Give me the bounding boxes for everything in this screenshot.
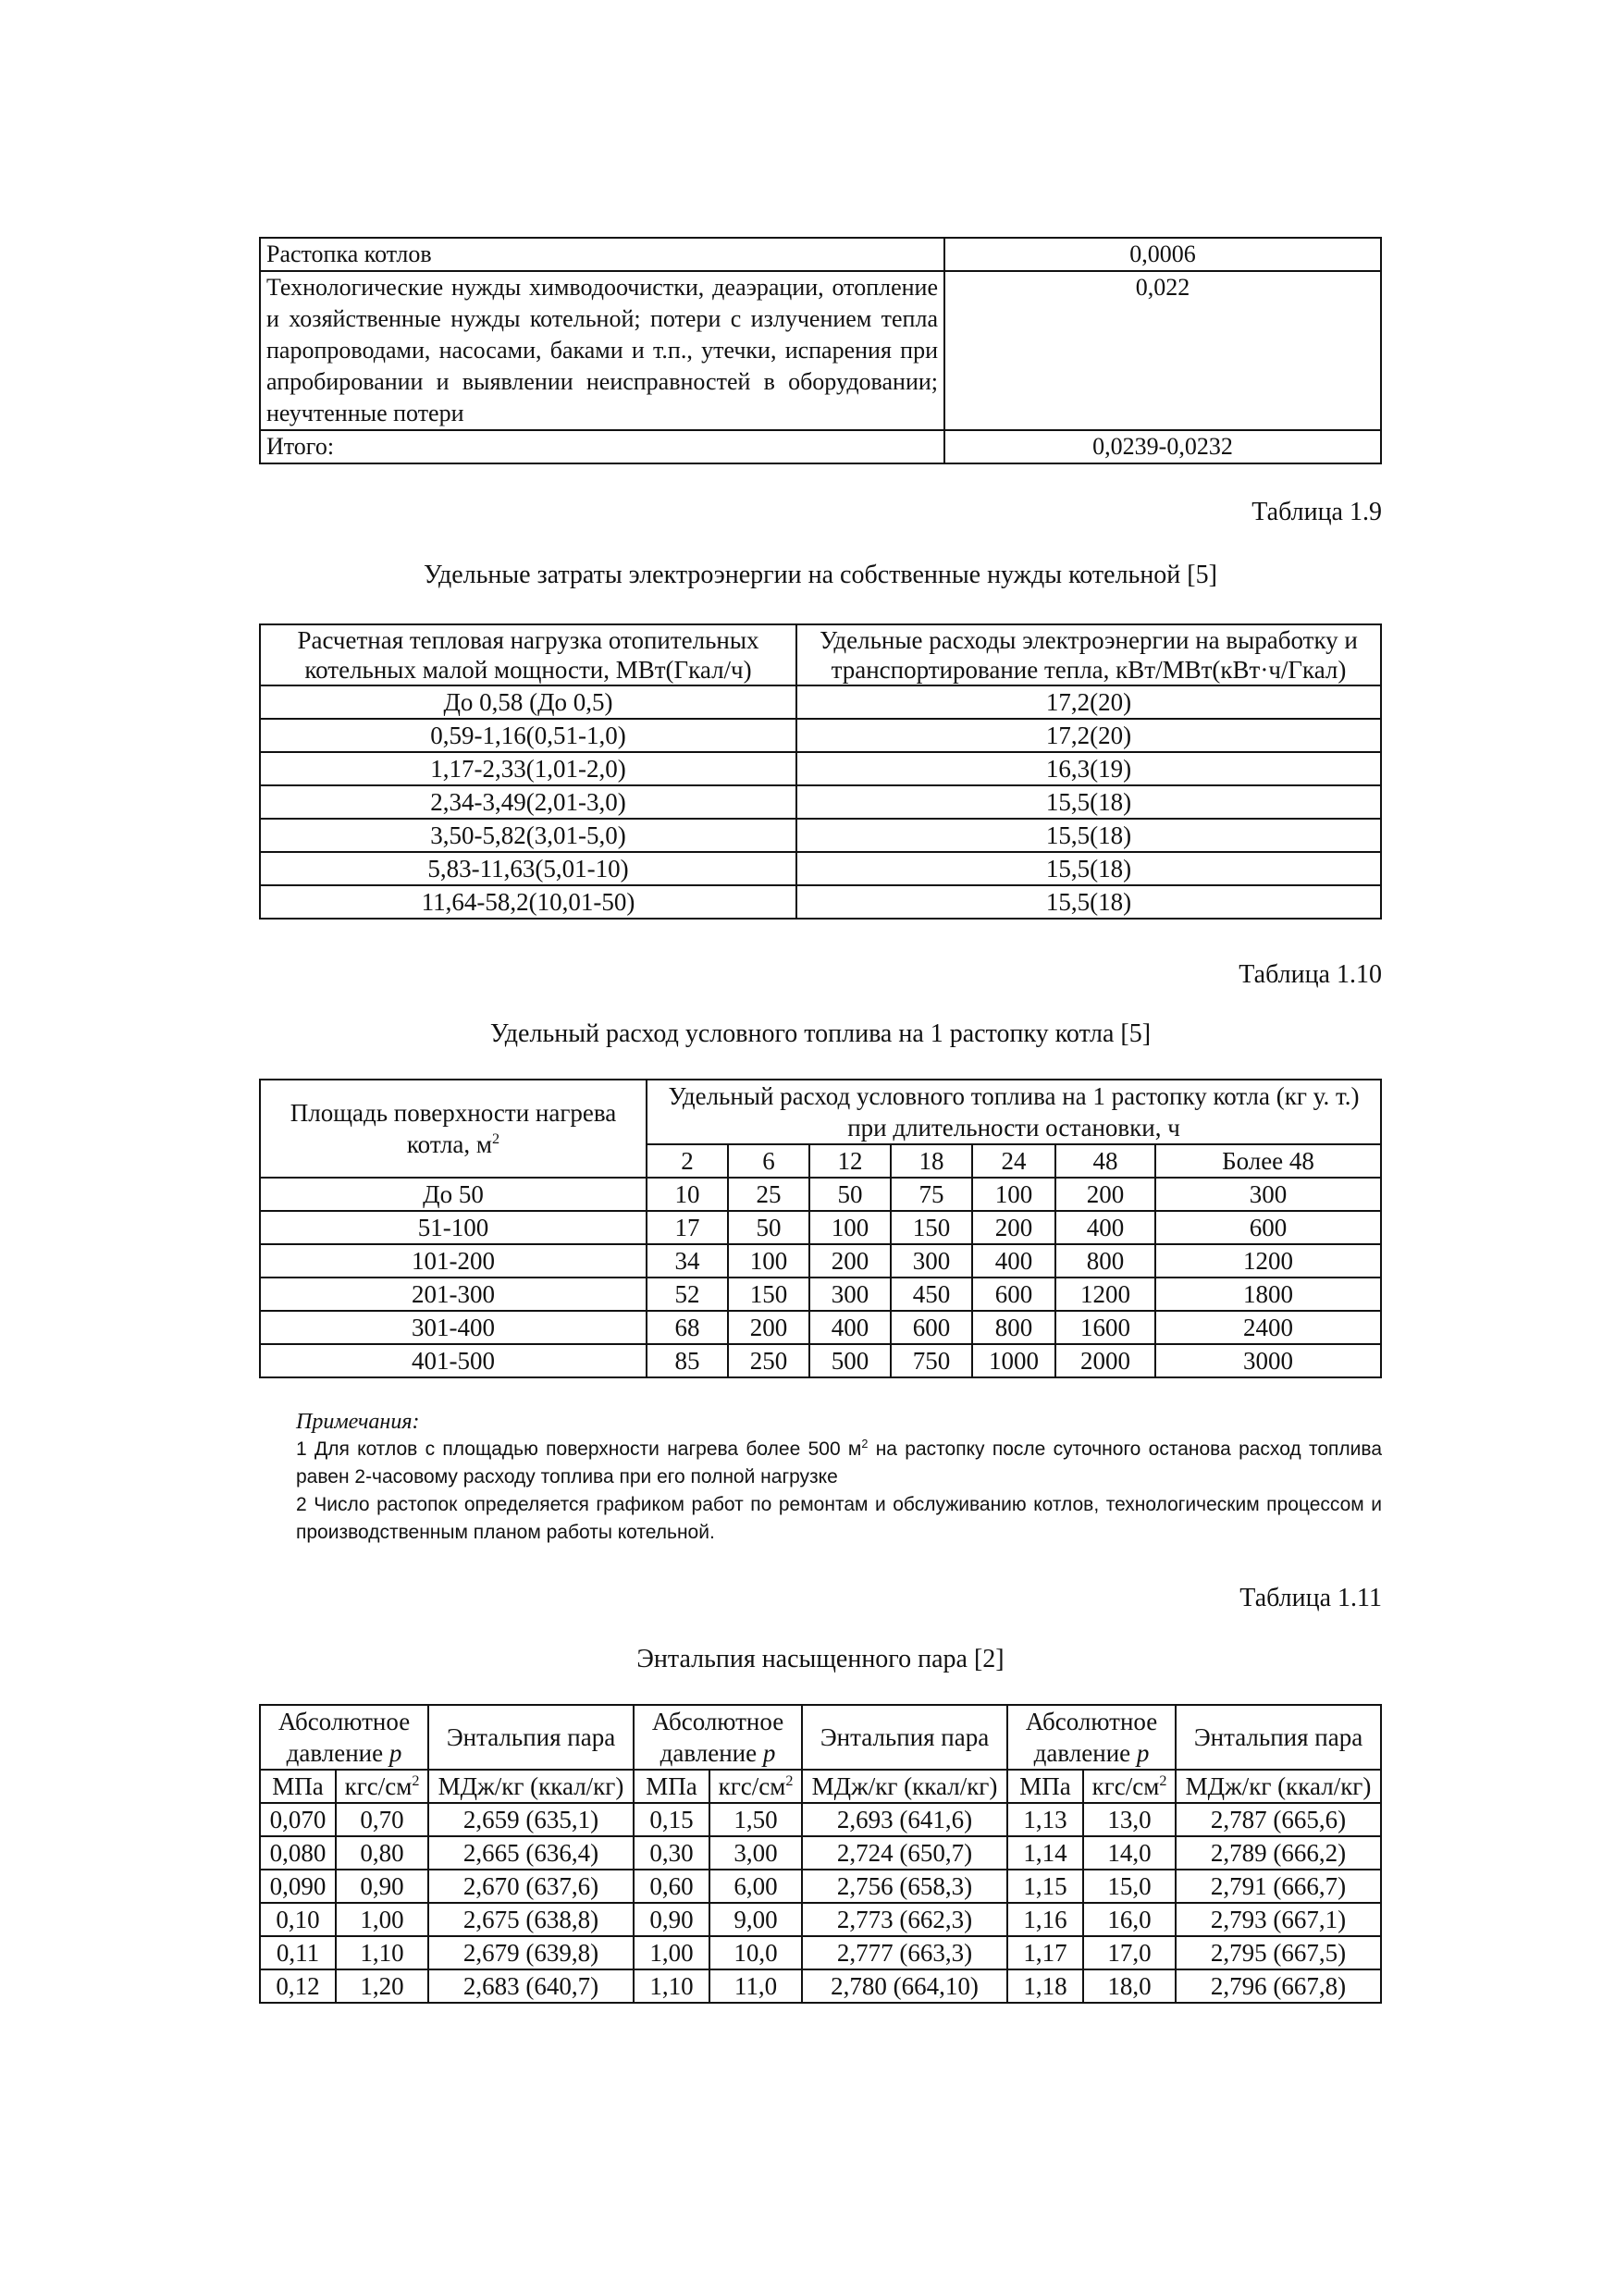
enthalpy-value: 2,670 (637,6) (428, 1870, 634, 1903)
area-range: До 50 (260, 1178, 647, 1211)
duration-header: Более 48 (1155, 1144, 1381, 1178)
consumption-value: 15,5(18) (796, 852, 1381, 885)
pressure-mpa: 0,070 (260, 1803, 336, 1836)
pressure-kgf: 13,0 (1083, 1803, 1176, 1836)
table-row (260, 1311, 1381, 1344)
header-consumption: Удельные расходы электроэнергии на выработку и транспортирование тепла, кВт/МВт(кВт·ч/Гкал) (796, 624, 1381, 685)
pressure-kgf: 11,0 (709, 1969, 802, 2003)
unit-kgf-sup: 2 (785, 1772, 794, 1789)
table-row (260, 430, 1381, 463)
load-range: До 0,58 (До 0,5) (260, 685, 796, 719)
fuel-value: 300 (809, 1278, 891, 1311)
pressure-mpa: 0,12 (260, 1969, 336, 2003)
row-value: 0,0006 (944, 238, 1381, 271)
enthalpy-value: 2,665 (636,4) (428, 1836, 634, 1870)
top-table (259, 237, 1382, 464)
pressure-kgf: 16,0 (1083, 1903, 1176, 1936)
table-row (260, 1178, 1381, 1211)
enthalpy-value: 2,683 (640,7) (428, 1969, 634, 2003)
header-pressure-text: Абсолютное давление (277, 1708, 411, 1767)
fuel-value: 50 (809, 1178, 891, 1211)
fuel-value: 50 (728, 1211, 809, 1244)
fuel-value: 200 (809, 1244, 891, 1278)
table-title: Удельные затраты электроэнергии на собственные нужды котельной [5] (424, 561, 1217, 589)
header-area (260, 1080, 647, 1178)
enthalpy-value: 2,793 (667,1) (1176, 1903, 1381, 1936)
unit-mpa: МПа (634, 1770, 709, 1803)
table-1-10 (259, 1079, 1382, 1378)
duration-header: 24 (972, 1144, 1055, 1178)
pressure-kgf: 1,50 (709, 1803, 802, 1836)
unit-mj: МДж/кг (ккал/кг) (428, 1770, 634, 1803)
table-title: Энтальпия насыщенного пара [2] (636, 1645, 1005, 1673)
header-enthalpy: Энтальпия пара (428, 1705, 634, 1770)
pressure-mpa: 0,080 (260, 1836, 336, 1870)
unit-kgf-sup: 2 (1159, 1772, 1167, 1789)
fuel-value: 2400 (1155, 1311, 1381, 1344)
fuel-value: 52 (647, 1278, 728, 1311)
table-header-row (260, 1080, 1381, 1144)
area-range: 401-500 (260, 1344, 647, 1377)
pressure-mpa: 0,090 (260, 1870, 336, 1903)
unit-kgf (336, 1770, 428, 1803)
row-value: 0,022 (944, 271, 1381, 430)
consumption-value: 16,3(19) (796, 752, 1381, 785)
pressure-mpa: 1,15 (1007, 1870, 1083, 1903)
unit-mpa: МПа (1007, 1770, 1083, 1803)
pressure-mpa: 0,15 (634, 1803, 709, 1836)
table-1-9-block (259, 623, 1382, 920)
pressure-mpa: 0,60 (634, 1870, 709, 1903)
fuel-value: 400 (809, 1311, 891, 1344)
pressure-mpa: 1,00 (634, 1936, 709, 1969)
unit-kgf-text: кгс/см (718, 1772, 786, 1800)
header-main: Удельный расход условного топлива на 1 растопку котла (кг у. т.) при длительности остановки, ч (647, 1080, 1381, 1144)
note-1 (259, 1436, 1382, 1491)
area-range: 301-400 (260, 1311, 647, 1344)
unit-kgf-text: кгс/см (1091, 1772, 1160, 1800)
table-row (260, 1803, 1381, 1836)
fuel-value: 10 (647, 1178, 728, 1211)
note-2: 2 Число растопок определяется графиком работ по ремонтам и обслуживанию котлов, технологическим процессом и производственным планом работы котельной. (296, 1494, 1382, 1543)
area-range: 51-100 (260, 1211, 647, 1244)
pressure-mpa: 1,10 (634, 1969, 709, 2003)
pressure-kgf: 1,10 (336, 1936, 428, 1969)
row-label: Растопка котлов (260, 238, 944, 271)
table-row (260, 819, 1381, 852)
fuel-value: 800 (972, 1311, 1055, 1344)
table-row (260, 1211, 1381, 1244)
pressure-kgf: 1,00 (336, 1903, 428, 1936)
pressure-mpa: 1,16 (1007, 1903, 1083, 1936)
fuel-value: 150 (728, 1278, 809, 1311)
duration-header: 6 (728, 1144, 809, 1178)
consumption-value: 17,2(20) (796, 685, 1381, 719)
fuel-value: 750 (891, 1344, 972, 1377)
consumption-value: 15,5(18) (796, 885, 1381, 919)
table-header-row (260, 1705, 1381, 1770)
enthalpy-value: 2,787 (665,6) (1176, 1803, 1381, 1836)
load-range: 5,83-11,63(5,01-10) (260, 852, 796, 885)
table-row (260, 1244, 1381, 1278)
pressure-kgf: 0,90 (336, 1870, 428, 1903)
load-range: 1,17-2,33(1,01-2,0) (260, 752, 796, 785)
table-row (260, 1344, 1381, 1377)
table-row (260, 885, 1381, 919)
pressure-mpa: 1,13 (1007, 1803, 1083, 1836)
fuel-value: 1600 (1055, 1311, 1155, 1344)
table-row (260, 785, 1381, 819)
header-pressure-symbol: p (388, 1739, 402, 1767)
enthalpy-value: 2,756 (658,3) (802, 1870, 1007, 1903)
table-row (260, 852, 1381, 885)
header-pressure-symbol: p (762, 1739, 776, 1767)
enthalpy-value: 2,679 (639,8) (428, 1936, 634, 1969)
note-1-text-b: на растопку после суточного останова расход топлива равен 2-часовому расходу топлива при его полной нагрузке (296, 1438, 1382, 1487)
fuel-value: 100 (809, 1211, 891, 1244)
fuel-value: 25 (728, 1178, 809, 1211)
pressure-kgf: 14,0 (1083, 1836, 1176, 1870)
enthalpy-value: 2,724 (650,7) (802, 1836, 1007, 1870)
unit-kgf-sup: 2 (412, 1772, 420, 1789)
header-enthalpy: Энтальпия пара (802, 1705, 1007, 1770)
unit-kgf-text: кгс/см (344, 1772, 413, 1800)
load-range: 11,64-58,2(10,01-50) (260, 885, 796, 919)
unit-kgf (709, 1770, 802, 1803)
duration-header: 2 (647, 1144, 728, 1178)
table-row (260, 1278, 1381, 1311)
fuel-value: 100 (972, 1178, 1055, 1211)
enthalpy-value: 2,796 (667,8) (1176, 1969, 1381, 2003)
table-row (260, 1870, 1381, 1903)
header-pressure (260, 1705, 428, 1770)
top-table-block (259, 237, 1382, 464)
fuel-value: 300 (1155, 1178, 1381, 1211)
header-load: Расчетная тепловая нагрузка отопительных котельных малой мощности, МВт(Гкал/ч) (260, 624, 796, 685)
pressure-kgf: 18,0 (1083, 1969, 1176, 2003)
pressure-mpa: 0,30 (634, 1836, 709, 1870)
unit-kgf (1083, 1770, 1176, 1803)
fuel-value: 3000 (1155, 1344, 1381, 1377)
pressure-mpa: 1,14 (1007, 1836, 1083, 1870)
notes-title: Примечания: (296, 1410, 420, 1434)
header-area-sup: 2 (491, 1130, 500, 1147)
header-pressure-text: Абсолютное давление (651, 1708, 784, 1767)
enthalpy-value: 2,780 (664,10) (802, 1969, 1007, 2003)
pressure-mpa: 0,11 (260, 1936, 336, 1969)
consumption-value: 15,5(18) (796, 819, 1381, 852)
table-row (260, 719, 1381, 752)
consumption-value: 17,2(20) (796, 719, 1381, 752)
fuel-value: 200 (972, 1211, 1055, 1244)
table-1-10-block (259, 1079, 1382, 1378)
table-row (260, 271, 1381, 430)
header-pressure-text: Абсолютное давление (1025, 1708, 1158, 1767)
pressure-kgf: 17,0 (1083, 1936, 1176, 1969)
row-label: Технологические нужды химводоочистки, деаэрации, отопление и хозяйственные нужды котельной; потери с излучением тепла паропроводами, насосами, баками и т.п., утечки, испарения при апробировании и выявлении неисправностей в оборудовании; неучтенные потери (260, 271, 944, 430)
enthalpy-value: 2,659 (635,1) (428, 1803, 634, 1836)
pressure-kgf: 1,20 (336, 1969, 428, 2003)
duration-header: 18 (891, 1144, 972, 1178)
load-range: 0,59-1,16(0,51-1,0) (260, 719, 796, 752)
pressure-mpa: 0,90 (634, 1903, 709, 1936)
header-pressure (1007, 1705, 1176, 1770)
load-range: 3,50-5,82(3,01-5,0) (260, 819, 796, 852)
fuel-value: 200 (728, 1311, 809, 1344)
enthalpy-value: 2,693 (641,6) (802, 1803, 1007, 1836)
unit-mj: МДж/кг (ккал/кг) (802, 1770, 1007, 1803)
table-1-11-block (259, 1704, 1382, 2004)
fuel-value: 2000 (1055, 1344, 1155, 1377)
fuel-value: 1200 (1055, 1278, 1155, 1311)
enthalpy-value: 2,777 (663,3) (802, 1936, 1007, 1969)
enthalpy-value: 2,789 (666,2) (1176, 1836, 1381, 1870)
pressure-mpa: 1,18 (1007, 1969, 1083, 2003)
table-row (260, 1969, 1381, 2003)
duration-header: 48 (1055, 1144, 1155, 1178)
enthalpy-value: 2,795 (667,5) (1176, 1936, 1381, 1969)
fuel-value: 34 (647, 1244, 728, 1278)
fuel-value: 200 (1055, 1178, 1155, 1211)
header-area-text: Площадь поверхности нагрева котла, м (290, 1099, 617, 1158)
pressure-kgf: 9,00 (709, 1903, 802, 1936)
table-title: Удельный расход условного топлива на 1 растопку котла [5] (489, 1019, 1152, 1048)
fuel-value: 75 (891, 1178, 972, 1211)
unit-mj: МДж/кг (ккал/кг) (1176, 1770, 1381, 1803)
table-row (260, 1836, 1381, 1870)
fuel-value: 400 (972, 1244, 1055, 1278)
area-range: 201-300 (260, 1278, 647, 1311)
consumption-value: 15,5(18) (796, 785, 1381, 819)
load-range: 2,34-3,49(2,01-3,0) (260, 785, 796, 819)
duration-header: 12 (809, 1144, 891, 1178)
fuel-value: 85 (647, 1344, 728, 1377)
enthalpy-value: 2,675 (638,8) (428, 1903, 634, 1936)
fuel-value: 600 (891, 1311, 972, 1344)
table-unit-row (260, 1770, 1381, 1803)
fuel-value: 600 (1155, 1211, 1381, 1244)
table-label: Таблица 1.11 (1239, 1584, 1382, 1612)
table-row (260, 752, 1381, 785)
pressure-kgf: 6,00 (709, 1870, 802, 1903)
fuel-value: 150 (891, 1211, 972, 1244)
pressure-kgf: 3,00 (709, 1836, 802, 1870)
table-1-9 (259, 623, 1382, 920)
enthalpy-value: 2,791 (666,7) (1176, 1870, 1381, 1903)
fuel-value: 68 (647, 1311, 728, 1344)
fuel-value: 450 (891, 1278, 972, 1311)
fuel-value: 500 (809, 1344, 891, 1377)
fuel-value: 800 (1055, 1244, 1155, 1278)
pressure-kgf: 0,80 (336, 1836, 428, 1870)
table-label: Таблица 1.9 (1251, 498, 1382, 526)
fuel-value: 1800 (1155, 1278, 1381, 1311)
fuel-value: 400 (1055, 1211, 1155, 1244)
fuel-value: 1200 (1155, 1244, 1381, 1278)
unit-mpa: МПа (260, 1770, 336, 1803)
table-label: Таблица 1.10 (1239, 960, 1382, 989)
note-1-text-a: 1 Для котлов с площадью поверхности нагрева более 500 м (296, 1438, 862, 1460)
fuel-value: 17 (647, 1211, 728, 1244)
fuel-value: 1000 (972, 1344, 1055, 1377)
header-pressure-symbol: p (1136, 1739, 1150, 1767)
table-row (260, 685, 1381, 719)
table-row (260, 238, 1381, 271)
fuel-value: 600 (972, 1278, 1055, 1311)
header-pressure (634, 1705, 802, 1770)
pressure-kgf: 0,70 (336, 1803, 428, 1836)
note-1-sup: 2 (861, 1438, 869, 1450)
pressure-kgf: 15,0 (1083, 1870, 1176, 1903)
fuel-value: 250 (728, 1344, 809, 1377)
pressure-mpa: 1,17 (1007, 1936, 1083, 1969)
pressure-mpa: 0,10 (260, 1903, 336, 1936)
area-range: 101-200 (260, 1244, 647, 1278)
notes-block (259, 1408, 1382, 1547)
pressure-kgf: 10,0 (709, 1936, 802, 1969)
table-1-11 (259, 1704, 1382, 2004)
row-label: Итого: (260, 430, 944, 463)
enthalpy-value: 2,773 (662,3) (802, 1903, 1007, 1936)
row-value: 0,0239-0,0232 (944, 430, 1381, 463)
table-row (260, 1903, 1381, 1936)
header-enthalpy: Энтальпия пара (1176, 1705, 1381, 1770)
fuel-value: 100 (728, 1244, 809, 1278)
fuel-value: 300 (891, 1244, 972, 1278)
table-row (260, 1936, 1381, 1969)
table-header-row (260, 624, 1381, 685)
